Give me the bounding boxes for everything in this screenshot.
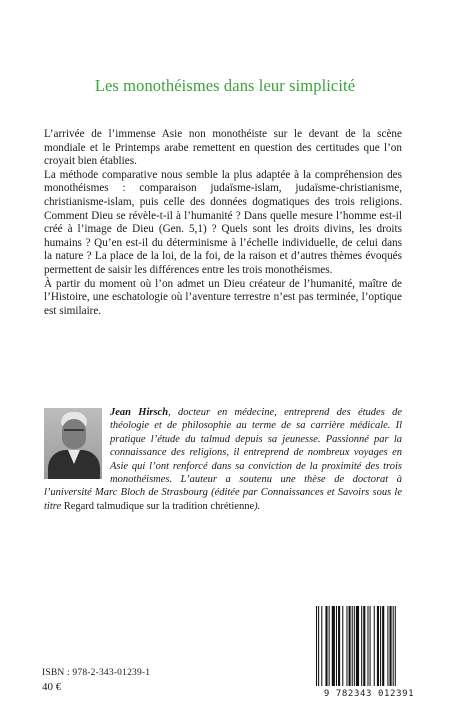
summary-text — [44, 128, 402, 318]
bio-text-part1: , docteur en médecine, entreprend des études de théologie et de philosophie au terme de sa carrière médicale. Il pratique l’étude du talmud depuis sa jeunesse. Passionné par la connaissance des religions, il entreprend de nombreux voyages en Asie qui l’ont renforcé dans sa conviction de la proximité des trois monothéismes. L’auteur a soutenu une thèse de doctorat à l’université Marc Bloch de Strasbourg (éditée par Connaissances et Savoirs sous le titre — [44, 407, 402, 512]
summary-paragraph: La méthode comparative nous semble la plus adaptée à la compréhension des monothéismes : comparaison judaïsme-islam, judaïsme-christianisme, christianisme-islam, puis celle des données dogmatiques des trois religions. Comment Dieu se révèle-t-il à l’humanité ? Dans quelle mesure l’homme est-il créé à l’image de Dieu (Gen. 5,1) ? Quels sont les droits divins, les droits humains ? Qu’en est-il du déterminisme à l’échelle individuelle, de celui dans la nature ? La place de la loi, de la foi, de la raison et d’autres thèmes évoqués permettent de saisir les différences entre les trois monothéismes. — [44, 168, 402, 276]
summary-paragraph: L’arrivée de l’immense Asie non monothéiste sur le devant de la scène mondiale et le Printemps arabe remettent en question des certitudes que l’on croyait bien établies. — [44, 128, 402, 168]
bio-text-part2: ). — [254, 500, 261, 512]
author-photo — [44, 408, 102, 479]
isbn-label: ISBN : 978-2-343-01239-1 — [42, 668, 151, 678]
barcode-number: 9 782343 012391 — [323, 689, 415, 699]
author-name: Jean Hirsch — [110, 407, 169, 418]
barcode-icon — [310, 606, 428, 704]
summary-paragraph: À partir du moment où l’on admet un Dieu créateur de l’humanité, maître de l’Histoire, une eschatologie où l’aventure terrestre n’est pas terminée, l’optique est similaire. — [44, 277, 402, 317]
book-title: Regard talmudique sur la tradition chrétienne — [63, 500, 255, 512]
page-title: Les monothéismes dans leur simplicité — [94, 76, 356, 95]
price-label: 40 € — [42, 681, 62, 693]
author-bio — [44, 406, 402, 513]
